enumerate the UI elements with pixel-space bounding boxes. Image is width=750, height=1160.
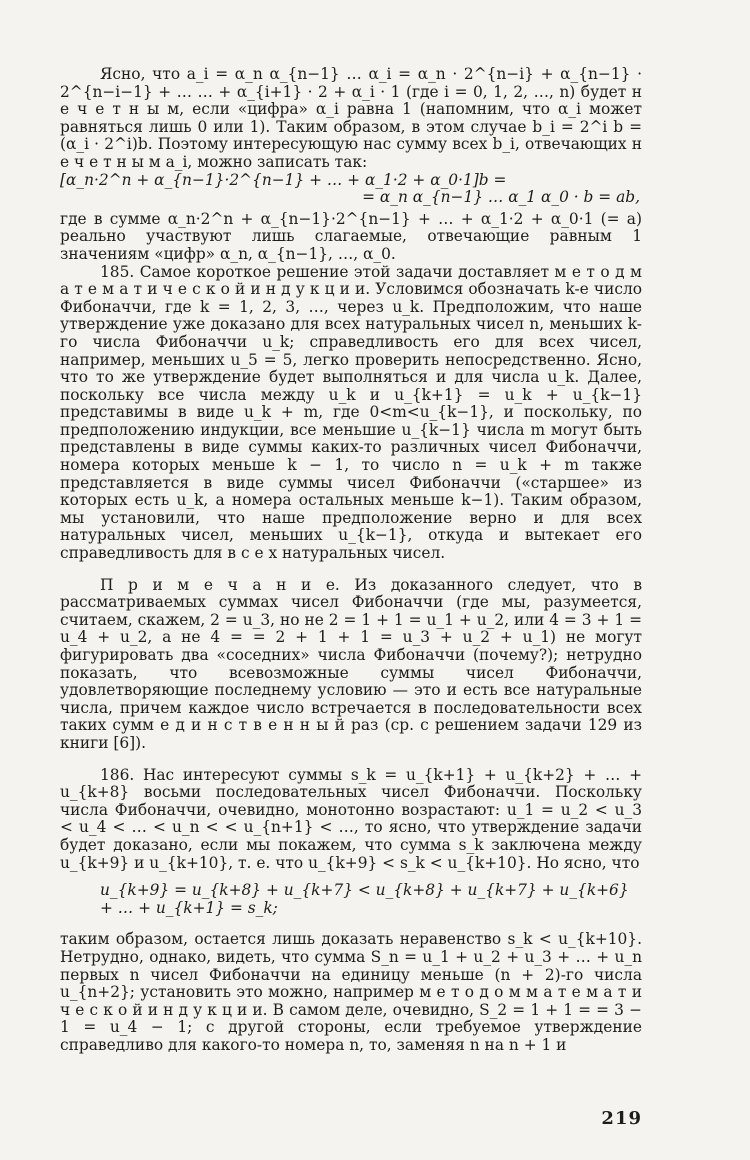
problem-185-solution: 185. Самое короткое решение этой задачи доставляет м е т о д м а т е м а т и ч е с к о й и н д у к ц и и. Условимся обозначать k-е число Фибоначчи, где k = 1, 2, 3, …, через u_k. Предположим, что наше утверждение уже доказано для всех натуральных чисел n, меньших k-го числа Фибоначчи u_k; справедливость его для всех чисел, например, меньших u_5 = 5, легко проверить непосредственно. Ясно, что то же утверждение будет выполняться и для числа u_k. Далее, поскольку все числа между u_k и u_{k+1} = u_k + u_{k−1} представимы в виде u_k + m, где 0<m<u_{k−1}, и поскольку, по предположению индукции, все меньшие u_{k−1} числа m могут быть представлены в виде суммы каких-то различных чисел Фибоначчи, номера которых меньше k − 1, то число n = u_k + m также представляется в виде суммы чисел Фибоначчи («старшее» из которых есть u_k, а номера остальных меньше k−1). Таким образом, мы установили, что наше предположение верно и для всех натуральных чисел, меньших u_{k−1}, откуда и вытекает его справедливость для в с е х натуральных чисел. (60, 262, 642, 563)
paragraph-remaining-proof: таким образом, остается лишь доказать неравенство s_k < u_{k+10}. Нетрудно, однако, видеть, что сумма S_n = u_1 + u_2 + u_3 + … + u_n первых n чисел Фибоначчи на единицу меньше (n + 2)-го числа u_{n+2}; установить это можно, например м е т о д о м м а т е м а т и ч е с к о й и н д у к ц и и. В самом деле, очевидно, S_2 = 1 + 1 = = 3 − 1 = u_4 − 1; с другой стороны, если требуемое утверждение справедливо для какого-то номера n, то, заменяя n на n + 1 и (60, 930, 642, 1054)
note-paragraph: П р и м е ч а н и е. Из доказанного следует, что в рассматриваемых суммах чисел Фибоначчи (где мы, разумеется, считаем, скажем, 2 = u_3, но не 2 = 1 + 1 = u_1 + u_2, или 4 = 3 + 1 = u_4 + u_2, а не 4 = = 2 + 1 + 1 = u_3 + u_2 + u_1) не могут фигурировать два «соседних» числа Фибоначчи (почему?); нетрудно показать, что всевозможные суммы чисел Фибоначчи, удовлетворяющие последнему условию — это и есть все натуральные числа, причем каждое число встречается в последовательности всех таких сумм е д и н с т в е н н ы й раз (ср. с решением задачи 129 из книги [6]). (60, 575, 642, 752)
page-number: 219 (601, 1108, 642, 1129)
formula-sum-left: [α_n·2^n + α_{n−1}·2^{n−1} + … + α_1·2 + α_0·1]b = (60, 170, 507, 189)
paragraph-sum-explanation: где в сумме α_n·2^n + α_{n−1}·2^{n−1} + … + α_1·2 + α_0·1 (= a) реально участвуют лишь слагаемые, отвечающие равным 1 значениям «цифр» α_n, α_{n−1}, …, α_0. (60, 209, 642, 263)
formula-sum-right: = α_n α_{n−1} … α_1 α_0 · b = ab, (362, 188, 640, 207)
paragraph-parity-sum: Ясно, что a_i = α_n α_{n−1} … α_i = α_n · 2^{n−i} + α_{n−1} · 2^{n−i−1} + … … + α_{i+1} · 2 + α_i · 1 (где i = 0, 1, 2, …, n) будет н е ч е т н ы м, если «цифра» α_i равна 1 (напомним, что α_i может равняться лишь 0 или 1). Таким образом, в этом случае b_i = 2^i b = (α_i · 2^i)b. Поэтому интересующую нас сумму всех b_i, отвечающих н е ч е т н ы м a_i, можно записать так: (60, 65, 642, 171)
problem-186-solution: 186. Нас интересуют суммы s_k = u_{k+1} + u_{k+2} + … + u_{k+8} восьми последовательных чисел Фибоначчи. Поскольку числа Фибоначчи, очевидно, монотонно возрастают: u_1 = u_2 < u_3 < u_4 < … < u_n < < u_{n+1} < …, то ясно, что утверждение задачи будет доказано, если мы покажем, что сумма s_k заключена между u_{k+9} и u_{k+10}, т. е. что u_{k+9} < s_k < u_{k+10}. Но ясно, что (60, 765, 642, 872)
formula-fibonacci-inequality: u_{k+9} = u_{k+8} + u_{k+7} < u_{k+8} + u_{k+7} + u_{k+6} + … + u_{k+1} = s_k; (100, 881, 629, 917)
